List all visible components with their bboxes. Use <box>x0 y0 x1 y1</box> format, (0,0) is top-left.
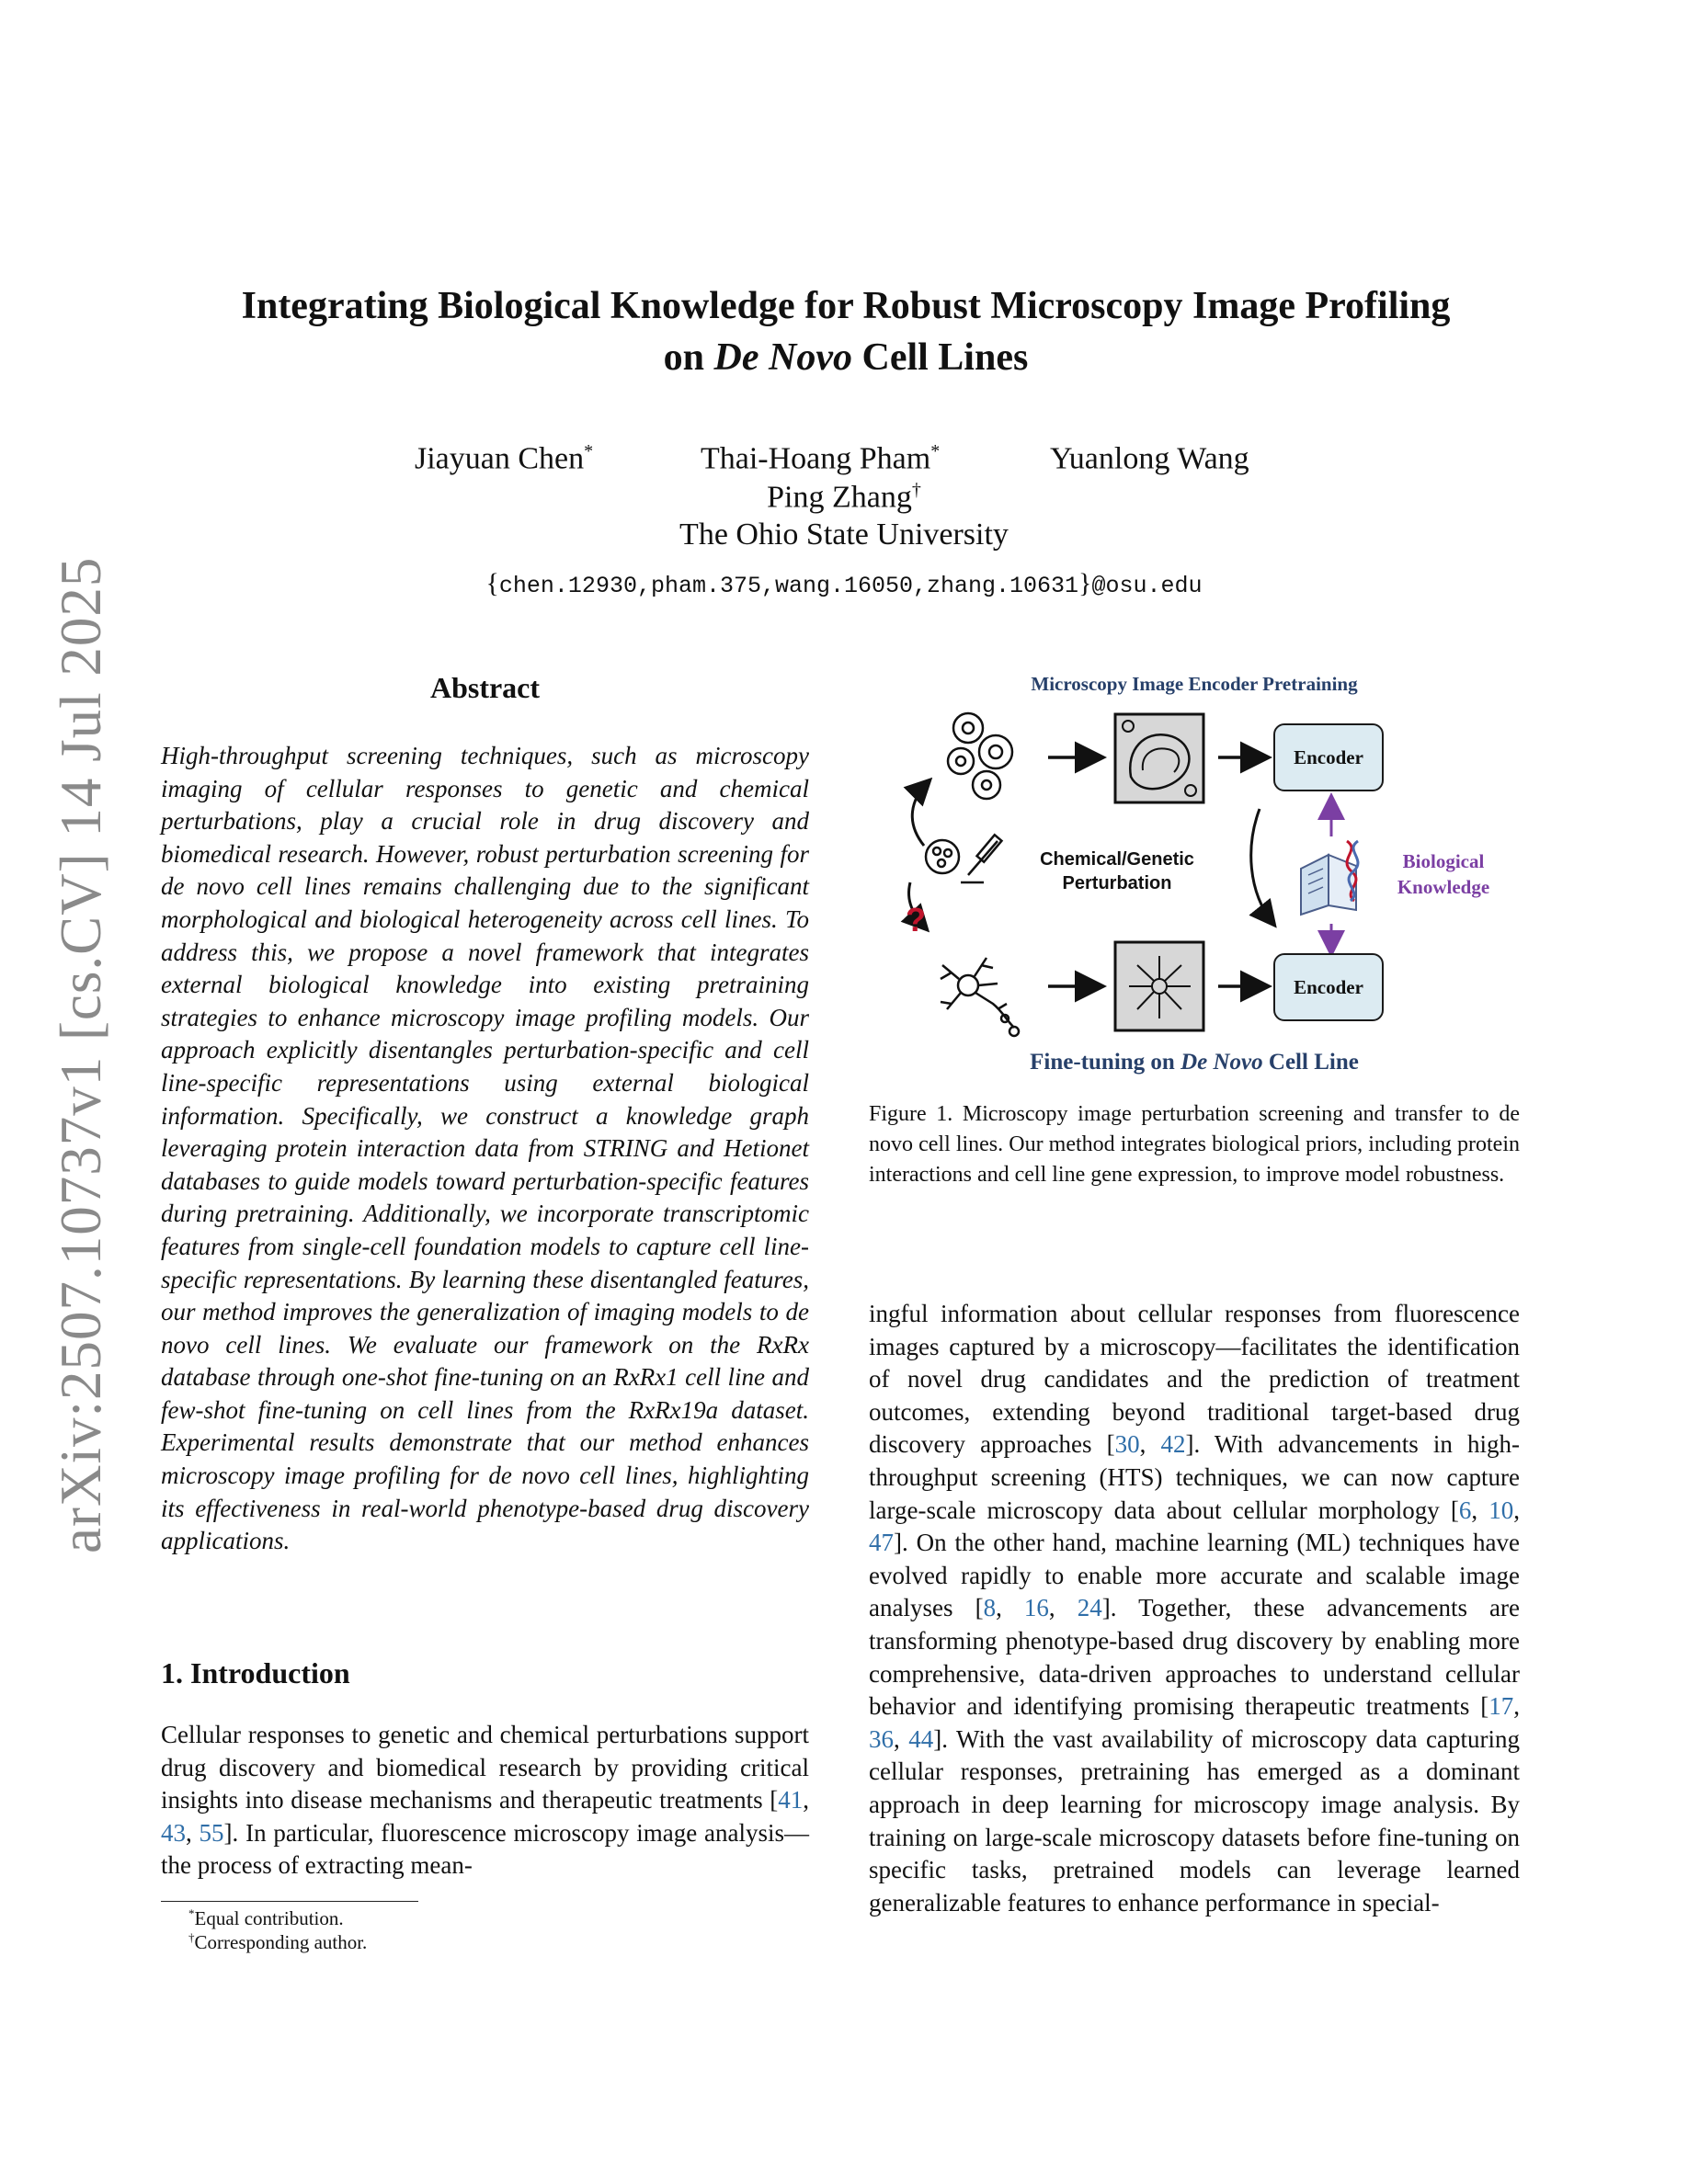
perturbation-label: Chemical/Genetic Perturbation <box>1040 849 1194 893</box>
figure-bottom-title: Fine-tuning on De Novo Cell Line <box>1030 1050 1359 1075</box>
author-name: Thai-Hoang Pham* <box>701 441 941 476</box>
paragraph-text: ]. Together, these advancements are transforming phenotype-based drug discovery by enabling more comprehensive, data-driven approaches to understand cellular behavior and identifying promising therapeutic treatments [ <box>869 1594 1521 1721</box>
paragraph-text: , <box>1048 1594 1078 1622</box>
citation-link[interactable]: 16 <box>1023 1594 1049 1622</box>
citation-link[interactable]: 8 <box>983 1594 997 1622</box>
paragraph-text: ]. On the other hand, machine learning (ML) techniques have evolved rapidly to enable more accurate and scalable image analyses [ <box>869 1529 1520 1622</box>
citation-link[interactable]: 36 <box>869 1724 894 1753</box>
paragraph-text: , <box>894 1724 909 1753</box>
section-heading: 1. Introduction <box>161 1656 350 1689</box>
figure-top-title: Microscopy Image Encoder Pretraining <box>1031 673 1358 695</box>
paragraph-text: , <box>1513 1496 1521 1524</box>
citation-link[interactable]: 41 <box>778 1786 804 1814</box>
curved-arrow-icon <box>912 781 929 846</box>
title-line-2: on De Novo Cell Lines <box>663 336 1029 379</box>
title-line-1: Integrating Biological Knowledge for Robust Microscopy Image Profiling <box>241 285 1451 327</box>
paragraph-text: ]. With advancements in high-throughput screening (HTS) techniques, we can now capture large-scale microscopy data about cellular morphology [ <box>869 1430 1520 1524</box>
author-name: Jiayuan Chen* <box>415 441 594 476</box>
book-dna-icon <box>1301 841 1358 915</box>
intro-paragraph: Cellular responses to genetic and chemical perturbations support drug discovery and biomedical research by providing critical insights into disease mechanisms and therapeutic treatments [41, 43, 55]. In particular, fluorescence microscopy image analysis—the process of extracting mean- <box>161 1721 809 1880</box>
footnote: †Corresponding author. <box>188 1930 368 1953</box>
citation-link[interactable]: 17 <box>1488 1692 1514 1721</box>
citation-link[interactable]: 43 <box>161 1818 186 1847</box>
microscopy-panel-icon <box>1115 714 1203 802</box>
neuron-icon <box>941 958 1019 1036</box>
citation-link[interactable]: 6 <box>1458 1496 1472 1524</box>
citation-link[interactable]: 42 <box>1160 1430 1186 1459</box>
knowledge-label: Biological Knowledge <box>1397 850 1490 898</box>
footnote: *Equal contribution. <box>188 1906 344 1929</box>
author-emails: {chen.12930,pham.375,wang.16050,zhang.10631}@osu.edu <box>485 568 1203 599</box>
author-name: Ping Zhang† <box>767 480 921 515</box>
arxiv-side-stamp: arXiv:2507.10737v1 [cs.CV] 14 Jul 2025 <box>49 556 113 1553</box>
author-name: Yuanlong Wang <box>1050 441 1249 476</box>
curved-arrow-icon <box>1251 809 1273 924</box>
citation-link[interactable]: 24 <box>1077 1594 1102 1622</box>
citation-link[interactable]: 47 <box>869 1529 894 1557</box>
figure-caption: Figure 1. Microscopy image perturbation screening and transfer to de novo cell lines. Our method integrates biological priors, including protein interactions and cell line gene expression, to improve model robustness. <box>869 1102 1520 1187</box>
paragraph-text: , <box>1513 1692 1520 1721</box>
citation-link[interactable]: 30 <box>1114 1430 1140 1459</box>
paper-title <box>165 280 1526 383</box>
abstract-text: High-throughput screening techniques, such as microscopy imaging of cellular responses to genetic and chemical perturbations, play a crucial role in drug discovery and biomedical research. However, robust perturbation screening for de novo cell lines remains challenging due to the significant morphological and biological heterogeneity across cell lines. To address this, we propose a novel framework that integrates external biological knowledge into existing pretraining strategies to enhance microscopy image profiling models. Our approach explicitly disentangles perturbation-specific and cell line-specific representations using external biological information. Specifically, we construct a knowledge graph leveraging protein interaction data from STRING and Hetionet databases to guide models toward perturbation-specific features during pretraining. Additionally, we incorporate transcriptomic features from single-cell foundation models to capture cell line-specific representations. By learning these disentangled features, our method improves the generalization of imaging models to de novo cell lines. We evaluate our framework on the RxRx database through one-shot fine-tuning on an RxRx1 cell line and few-shot fine-tuning on cell lines from the RxRx19a dataset. Experimental results demonstrate that our method enhances microscopy image profiling for de novo cell lines, highlighting its effectiveness in real-world phenotype-based drug discovery applications. <box>161 742 809 1555</box>
intro-paragraph-continued <box>869 1298 1520 1919</box>
question-mark-icon: ? <box>906 901 926 938</box>
citation-link[interactable]: 55 <box>199 1818 224 1847</box>
paragraph-text: , <box>1471 1496 1489 1524</box>
affiliation: The Ohio State University <box>679 518 1009 552</box>
encoder-box-bottom: Encoder <box>1273 953 1384 1021</box>
cells-icon <box>948 713 1012 799</box>
citation-link[interactable]: 10 <box>1488 1496 1514 1524</box>
paragraph-text: , <box>1139 1430 1161 1459</box>
figure-1 <box>869 662 1520 1094</box>
citation-link[interactable]: 44 <box>908 1724 934 1753</box>
authors-row <box>0 441 1688 482</box>
abstract-heading: Abstract <box>429 671 541 704</box>
paragraph-text: , <box>996 1594 1024 1622</box>
paragraph-text: ingful information about cellular responses from fluorescence images captured by a microscopy—facilitates the identification of novel drug candidates and the prediction of treatment outcomes, extending beyond traditional target-based drug discovery approaches [ <box>869 1300 1520 1459</box>
encoder-box-top: Encoder <box>1273 723 1384 791</box>
paragraph-text: ]. With the vast availability of microscopy data capturing cellular responses, pretraining has emerged as a dominant approach in deep learning for microscopy image analysis. By training on large-scale microscopy datasets before fine-tuning on specific tasks, pretrained models can leverage learned generalizable features to enhance performance in special- <box>869 1724 1520 1917</box>
petri-syringe-icon <box>926 835 1001 882</box>
microscopy-panel-icon <box>1115 942 1203 1030</box>
footnote-rule <box>161 1901 418 1902</box>
